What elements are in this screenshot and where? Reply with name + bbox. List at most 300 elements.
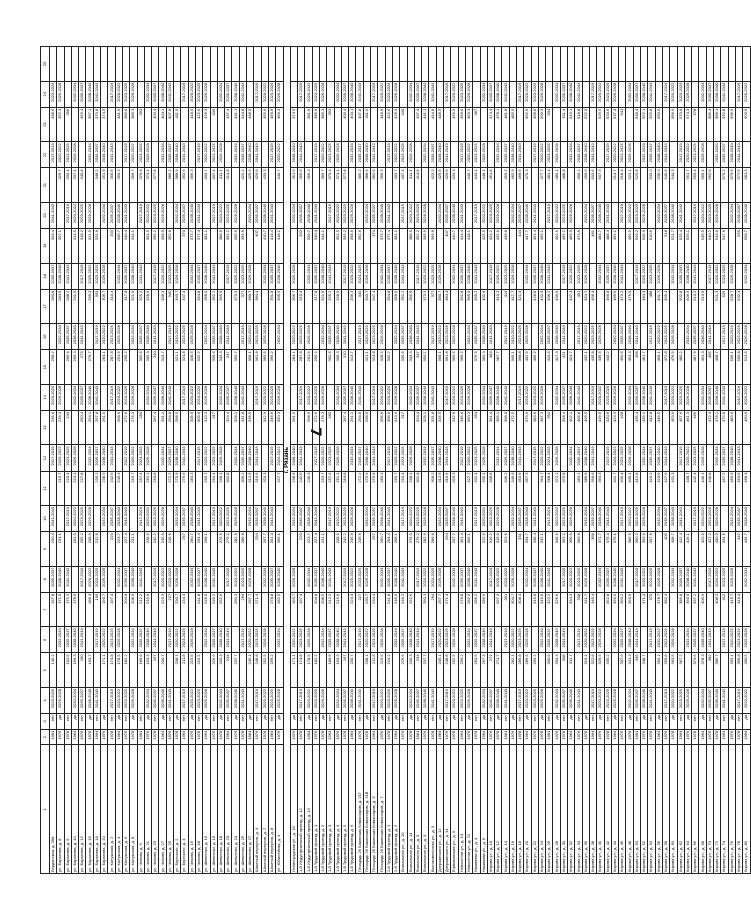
value-cell: 439.9 [553,289,560,324]
value-cell: 2038-2040 [524,202,531,228]
value-cell [188,445,195,471]
value-cell: 1964 [371,729,378,745]
value-cell: 484.7 [597,229,604,264]
value-cell: 2017-2019 [444,384,451,410]
value-cell: 1978 [108,729,115,745]
value-cell: 480.2 [677,350,684,385]
value-cell: 2032-2034 [524,263,531,289]
value-cell: 414.8 [225,168,232,203]
value-cell [254,47,261,82]
value-cell: 2035-2037 [444,202,451,228]
value-cell: 2041-2043 [502,384,509,410]
value-cell: 2017-2019 [692,506,699,532]
value-cell: 2032-2034 [334,384,341,410]
value-cell: 2041-2043 [619,263,626,289]
value-cell: 2023-2025 [327,445,334,471]
table-row [502,47,509,874]
value-cell: 2035-2037 [560,687,567,713]
value-cell: 430 [400,107,407,142]
value-cell: 389.3 [130,107,137,142]
value-cell [436,229,443,264]
value-cell: 2038-2040 [86,384,93,410]
table-row [633,47,640,874]
value-cell: 2023-2025 [575,566,582,592]
value-cell: 2026-2028 [538,384,545,410]
value-cell: 2041-2043 [458,506,465,532]
value-cell: 2026-2028 [699,445,706,471]
value-cell: 2023-2025 [79,506,86,532]
address-cell: ул. Баранова, д. 18 [93,745,100,874]
value-cell [334,107,341,142]
value-cell [93,350,100,385]
value-cell [137,384,144,410]
value-cell: 2023-2025 [721,263,728,289]
value-cell [465,506,472,532]
value-cell: 2020-2022 [582,324,589,350]
table-row [101,47,108,874]
value-cell: 392.6 [371,168,378,203]
value-cell: 332.2 [385,350,392,385]
address-cell: ул. Чехова, д. 16 [188,745,195,874]
value-cell: 2032-2034 [465,324,472,350]
value-cell: 2017-2019 [108,81,115,107]
value-cell: 2032-2034 [611,324,618,350]
value-cell: 466.2 [560,229,567,264]
value-cell: 2017-2019 [371,81,378,107]
value-cell: 267.3 [480,653,487,688]
value-cell [188,592,195,627]
value-cell: 540.2 [706,229,713,264]
value-cell: 2026-2028 [538,687,545,713]
value-cell: 287.4 [152,410,159,445]
value-cell: 261.1 [144,471,151,506]
value-cell [436,47,443,82]
value-cell: 208.9 [86,532,93,567]
value-cell: 341.7 [582,592,589,627]
value-cell [568,324,575,350]
value-cell: да [495,714,502,730]
value-cell: 365.5 [451,350,458,385]
value-cell: 2035-2037 [458,263,465,289]
value-cell: 2026-2028 [261,324,268,350]
value-cell: 2032-2034 [86,142,93,168]
value-cell: 2023-2025 [356,263,363,289]
value-cell: 2020-2022 [480,202,487,228]
value-cell: да [422,714,429,730]
value-cell [341,445,348,471]
value-cell: 2026-2028 [568,506,575,532]
value-cell: 2032-2034 [407,384,414,410]
value-cell: 295.2 [312,350,319,385]
value-cell: 238.5 [144,532,151,567]
value-cell [50,627,57,653]
value-cell: 521.3 [714,289,721,324]
table-row [181,47,188,874]
value-cell: 2032-2034 [349,445,356,471]
value-cell: 2032-2034 [159,445,166,471]
value-cell: 358.9 [349,229,356,264]
address-cell: Кирова ул., д. 40 [597,745,604,874]
value-cell: 2032-2034 [538,324,545,350]
value-cell [575,653,582,688]
value-cell [451,592,458,627]
value-cell: 230.7 [174,592,181,627]
value-cell: 332.2 [195,350,202,385]
value-cell: 2020-2022 [290,324,297,350]
value-cell: 1964 [247,729,254,745]
value-cell: 2023-2025 [502,566,509,592]
value-cell [560,592,567,627]
value-cell [728,384,735,410]
value-cell: 323.2 [546,592,553,627]
value-cell: 271 [487,653,494,688]
table-row [400,47,407,874]
value-cell [268,627,275,653]
value-cell [422,47,429,82]
value-cell: 345.4 [589,592,596,627]
value-cell: 511.4 [560,107,567,142]
value-cell: 2023-2025 [589,324,596,350]
value-cell: 2023-2025 [312,384,319,410]
value-cell: 2041-2043 [414,324,421,350]
value-cell [531,47,538,82]
value-cell: 2032-2034 [71,384,78,410]
value-cell: 2023-2025 [254,324,261,350]
value-cell [239,202,246,228]
value-cell: 193.3 [334,653,341,688]
value-cell [327,229,334,264]
value-cell [79,142,86,168]
value-cell: 2020-2022 [684,142,691,168]
value-cell: 2017-2019 [531,142,538,168]
value-cell: 2041-2043 [487,627,494,653]
value-cell: 298.1 [217,471,224,506]
value-cell: 2026-2028 [538,81,545,107]
value-cell: 305.9 [188,410,195,445]
value-cell: 2020-2022 [714,263,721,289]
value-cell: 2032-2034 [305,263,312,289]
value-cell: 234.4 [371,592,378,627]
value-cell [71,263,78,289]
value-cell [684,47,691,82]
value-cell: 525 [721,289,728,324]
value-cell: 2023-2025 [487,202,494,228]
value-cell: 363.9 [626,592,633,627]
value-cell: 2041-2043 [706,324,713,350]
value-cell [86,47,93,82]
value-cell: 2035-2037 [385,263,392,289]
value-cell [604,627,611,653]
value-cell: 220.4 [64,471,71,506]
table-row [166,47,173,874]
value-cell: 2026-2028 [188,627,195,653]
value-cell [735,566,742,592]
value-cell [721,202,728,228]
table-row [524,47,531,874]
value-cell [239,653,246,688]
value-cell: нет [604,714,611,730]
address-cell: Площадь 26 Бакинских Комиссаров, д. 21В [363,745,370,874]
value-cell [195,471,202,506]
value-cell [334,263,341,289]
address-cell: ул. Чехова, д. 23 [152,745,159,874]
value-cell: 2032-2034 [451,263,458,289]
value-cell: 411.1 [217,168,224,203]
value-cell: 2041-2043 [517,445,524,471]
value-cell: 346.6 [458,410,465,445]
value-cell: 215.9 [144,592,151,627]
value-cell: 2017-2019 [210,202,217,228]
value-cell: 2023-2025 [677,81,684,107]
value-cell [597,592,604,627]
value-cell: 2038-2040 [611,566,618,592]
value-cell: 522.1 [626,168,633,203]
value-cell: 257.4 [327,471,334,506]
value-cell: 555.4 [692,168,699,203]
value-cell [458,47,465,82]
value-cell [458,168,465,203]
value-cell: 2035-2037 [298,202,305,228]
value-cell: 309.6 [195,410,202,445]
value-cell: 368 [589,532,596,567]
address-cell: ул. Баранова, д. 8 [57,745,64,874]
value-cell [589,107,596,142]
value-cell: 282.9 [422,532,429,567]
value-cell [363,687,370,713]
value-cell: 286.6 [429,532,436,567]
value-cell: 1964 [327,729,334,745]
value-cell: 2017-2019 [575,627,582,653]
value-cell: 2026-2028 [276,81,283,107]
column-header-6: 6 [41,627,50,653]
value-cell: 2020-2022 [524,384,531,410]
value-cell [414,142,421,168]
column-header-24: 24 [41,81,50,107]
table-row [487,47,494,874]
value-cell [677,47,684,82]
value-cell: да [276,714,283,730]
value-cell: 2032-2034 [188,566,195,592]
value-cell: 2026-2028 [465,384,472,410]
address-cell: Шахтный переулок, д. 4 [254,745,261,874]
value-cell: 451 [575,289,582,324]
value-cell: 377 [429,289,436,324]
value-cell: 1978 [692,729,699,745]
value-cell: 2017-2019 [312,445,319,471]
value-cell: 340.4 [312,229,319,264]
value-cell: 280.8 [50,289,57,324]
value-cell [626,107,633,142]
table-row [261,47,268,874]
value-cell: 298.1 [407,471,414,506]
value-cell: 2023-2025 [64,142,71,168]
value-cell: 2026-2028 [57,687,64,713]
value-cell: 2026-2028 [392,687,399,713]
value-cell: 371.7 [597,532,604,567]
value-cell [546,687,553,713]
value-cell: 1976 [254,729,261,745]
value-cell: 2038-2040 [261,202,268,228]
table-row [582,47,589,874]
value-cell [735,410,742,445]
value-cell: 2017-2019 [517,687,524,713]
value-cell: 384.4 [444,289,451,324]
value-cell: 2035-2037 [502,142,509,168]
value-cell: 414.4 [458,229,465,264]
value-cell [531,627,538,653]
value-cell: 2023-2025 [473,142,480,168]
address-cell: ул. Шевченко, д. 24 [232,745,239,874]
value-cell [743,445,750,471]
value-cell [225,592,232,627]
value-cell: 2032-2034 [451,566,458,592]
value-cell: 2041-2043 [706,627,713,653]
value-cell [677,471,684,506]
value-cell: да [378,714,385,730]
value-cell: 200.7 [349,653,356,688]
value-cell: 356.9 [568,532,575,567]
address-cell: Кирова ул., д. 20 [524,745,531,874]
value-cell: 457.6 [677,410,684,445]
value-cell: 2035-2037 [487,384,494,410]
value-cell: 2023-2025 [385,384,392,410]
table-row [247,47,254,874]
value-cell: 2026-2028 [641,202,648,228]
value-cell: 353.2 [560,532,567,567]
value-cell: 1964 [655,729,662,745]
value-cell: 2032-2034 [319,627,326,653]
value-cell: 2017-2019 [254,687,261,713]
value-cell [312,47,319,82]
value-cell: 2035-2037 [444,506,451,532]
value-cell: 2026-2028 [247,566,254,592]
value-cell: 2035-2037 [429,142,436,168]
value-cell: 2023-2025 [268,384,275,410]
value-cell: нет [195,714,202,730]
value-cell: 324.4 [414,410,421,445]
value-cell [101,81,108,107]
value-cell: 2017-2019 [429,324,436,350]
value-cell: 2032-2034 [86,445,93,471]
value-cell: 327.7 [276,471,283,506]
value-cell [451,445,458,471]
value-cell [305,289,312,324]
value-cell: 340 [356,289,363,324]
value-cell [662,566,669,592]
value-cell: 348.7 [641,653,648,688]
table-row [137,47,144,874]
value-cell: 2041-2043 [546,263,553,289]
value-cell: 2023-2025 [122,687,129,713]
value-cell [407,566,414,592]
value-cell [290,47,297,82]
value-cell: 1976 [122,729,129,745]
value-cell: 399.2 [473,289,480,324]
value-cell: 427.6 [662,471,669,506]
value-cell: нет [487,714,494,730]
value-cell [57,47,64,82]
value-cell: 416.1 [684,532,691,567]
value-cell [546,532,553,567]
value-cell: 295.2 [122,350,129,385]
value-cell: 2038-2040 [290,142,297,168]
value-cell: 2038-2040 [159,81,166,107]
value-cell: 1976 [728,729,735,745]
value-cell: 234.4 [181,592,188,627]
value-cell: 401.7 [611,471,618,506]
value-cell: 2041-2043 [517,142,524,168]
value-cell: 2035-2037 [473,324,480,350]
value-cell: нет [575,714,582,730]
address-cell: ул. Баранова, д. 20 [101,745,108,874]
value-cell: 390.2 [633,532,640,567]
value-cell: 2020-2022 [71,202,78,228]
address-cell: 1-й Трудовой проезд, д. 4 [334,745,341,874]
value-cell [546,229,553,264]
column-header-15: 15 [41,350,50,385]
address-cell: ул. Баранова, д. 9 [64,745,71,874]
table-row [385,47,392,874]
value-cell: 442 [735,532,742,567]
value-cell [706,47,713,82]
address-cell: ул. Калужская, д. 6 [122,745,129,874]
value-cell [64,687,71,713]
value-cell: 385.2 [166,168,173,203]
value-cell: 375 [648,592,655,627]
value-cell [641,471,648,506]
value-cell: 2017-2019 [604,445,611,471]
value-cell: 2017-2019 [692,202,699,228]
value-cell: 341.3 [626,653,633,688]
address-cell: Высоковольтная ул., д. 3 [429,745,436,874]
value-cell: 404.1 [349,107,356,142]
value-cell: 2032-2034 [57,324,64,350]
value-cell: 2041-2043 [181,142,188,168]
value-cell [101,384,108,410]
value-cell: 2020-2022 [232,566,239,592]
value-cell [93,506,100,532]
value-cell: 2032-2034 [699,81,706,107]
value-cell: 2041-2043 [298,445,305,471]
value-cell [662,263,669,289]
table-row [203,47,210,874]
value-cell: 260.7 [188,532,195,567]
value-cell [181,47,188,82]
value-cell: 348.2 [93,168,100,203]
value-cell: 303.4 [50,229,57,264]
value-cell: 313.3 [392,410,399,445]
table-row [225,47,232,874]
column-header-25: 25 [41,47,50,82]
value-cell: 427.2 [706,532,713,567]
value-cell: 249.6 [356,532,363,567]
value-cell: 2023-2025 [371,627,378,653]
value-cell: 2035-2037 [312,566,319,592]
value-cell [247,47,254,82]
value-cell: 525.8 [633,168,640,203]
value-cell: 374.5 [101,107,108,142]
value-cell: 2032-2034 [217,81,224,107]
value-cell [392,653,399,688]
value-cell: 2017-2019 [487,566,494,592]
value-cell: 316.6 [444,471,451,506]
value-cell: 495.4 [662,289,669,324]
value-cell: 533.2 [648,168,655,203]
value-cell: 578 [692,107,699,142]
value-cell: 2026-2028 [670,627,677,653]
value-cell: 373.7 [188,229,195,264]
value-cell: 425.9 [436,168,443,203]
